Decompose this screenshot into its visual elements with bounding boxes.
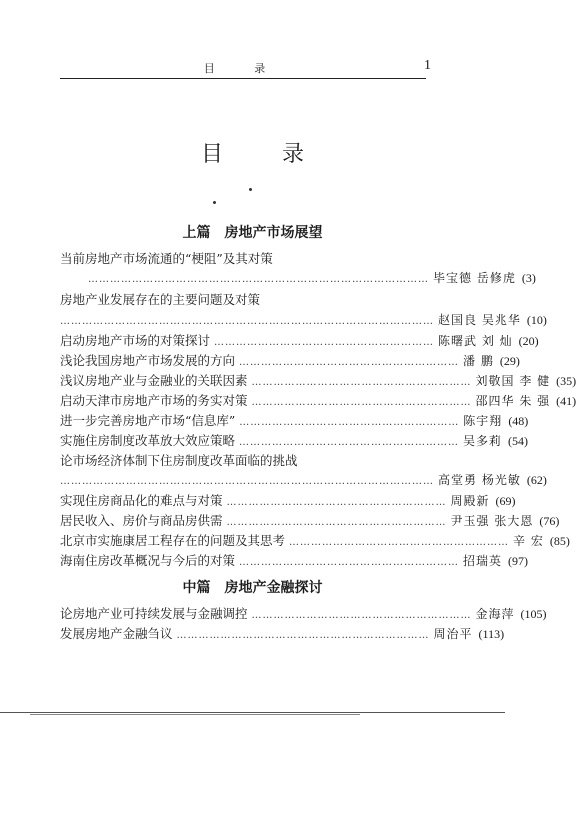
header-rule bbox=[60, 78, 426, 79]
toc-entry-title-line bbox=[60, 451, 430, 469]
toc-page: (62) bbox=[526, 473, 547, 487]
toc-page: (3) bbox=[521, 271, 536, 285]
dot-leader: …………………………………………………… bbox=[251, 377, 472, 388]
speck-mark bbox=[249, 188, 252, 191]
dot-leader: ………………………………………………………………………………………… bbox=[60, 316, 434, 327]
toc-page: (35) bbox=[556, 374, 576, 388]
section-title: 房地产市场展望 bbox=[224, 225, 323, 241]
toc-entry bbox=[60, 471, 547, 489]
toc-author: 金海萍 bbox=[475, 607, 515, 621]
toc-author: 辛 宏 bbox=[513, 534, 544, 548]
toc-entry bbox=[60, 604, 547, 622]
toc-entry bbox=[60, 511, 560, 529]
toc-entry bbox=[60, 551, 529, 569]
toc-page: (76) bbox=[539, 514, 560, 528]
toc-author: 吴多莉 bbox=[463, 434, 503, 448]
toc-entry-title: 浅论我国房地产市场发展的方向 bbox=[60, 353, 236, 368]
dot-leader: …………………………………………………………… bbox=[176, 630, 430, 641]
toc-page: (29) bbox=[499, 354, 520, 368]
toc-entry-title: 海南住房改革概况与今后的对策 bbox=[60, 553, 236, 568]
toc-entry bbox=[60, 351, 520, 369]
toc-entry-title: 启动房地产市场的对策探讨 bbox=[60, 333, 211, 348]
dot-leader: …………………………………………………… bbox=[239, 437, 460, 448]
page-edge-rule bbox=[0, 712, 505, 713]
toc-entry bbox=[60, 371, 576, 389]
toc-entry bbox=[60, 311, 547, 329]
toc-entry bbox=[60, 624, 505, 642]
toc-author: 周治平 bbox=[433, 627, 473, 641]
running-head bbox=[62, 58, 431, 76]
dot-leader: …………………………………………………… bbox=[239, 417, 460, 428]
toc-author: 高堂勇 杨光敏 bbox=[438, 473, 521, 487]
dot-leader: …………………………………………………… bbox=[239, 357, 460, 368]
toc-entry-title: 居民收入、房价与商品房供需 bbox=[60, 513, 223, 528]
toc-entry-title: 浅议房地产业与金融业的关联因素 bbox=[60, 373, 248, 388]
dot-leader: …………………………………………………… bbox=[251, 397, 472, 408]
dot-leader: …………………………………………………… bbox=[289, 537, 510, 548]
toc-entry bbox=[60, 391, 576, 409]
toc-author: 周殿新 bbox=[450, 494, 490, 508]
toc-page: (105) bbox=[520, 607, 547, 621]
toc-page: (41) bbox=[556, 394, 576, 408]
dot-leader: …………………………………………………… bbox=[226, 497, 447, 508]
dot-leader: …………………………………………………… bbox=[239, 557, 460, 568]
dot-leader: …………………………………………………… bbox=[226, 517, 447, 528]
page-title: 目 录 bbox=[201, 142, 330, 167]
toc-author: 赵国良 吴兆华 bbox=[438, 313, 521, 327]
section-heading-part-two bbox=[0, 577, 505, 597]
toc-entry-title: 论房地产业可持续发展与金融调控 bbox=[60, 606, 248, 621]
toc-entry-title: 实现住房商品化的难点与对策 bbox=[60, 493, 223, 508]
dot-leader: ………………………………………………………………………………… bbox=[88, 274, 429, 285]
toc-page: (10) bbox=[526, 313, 547, 327]
toc-entry-title: 北京市实施康居工程存在的问题及其思考 bbox=[60, 533, 286, 548]
toc-entry-title: 房地产业发展存在的主要问题及对策 bbox=[60, 292, 261, 307]
toc-entry bbox=[60, 531, 570, 549]
toc-author: 尹玉强 张大恩 bbox=[450, 514, 534, 528]
toc-entry bbox=[60, 269, 536, 287]
toc-entry-title: 进一步完善房地产市场“信息库” bbox=[60, 413, 236, 428]
toc-entry-title: 实施住房制度改革放大效应策略 bbox=[60, 433, 236, 448]
section-lead: 上篇 bbox=[182, 225, 211, 241]
toc-page: (69) bbox=[495, 494, 516, 508]
toc-author: 潘 鹏 bbox=[463, 354, 494, 368]
toc-author: 招瑞英 bbox=[463, 554, 503, 568]
toc-page: (54) bbox=[508, 434, 529, 448]
toc-page: (20) bbox=[518, 334, 539, 348]
section-heading-part-one bbox=[0, 222, 505, 242]
toc-author: 陈曙武 刘 灿 bbox=[438, 334, 513, 348]
toc-author: 陈宇翔 bbox=[463, 414, 503, 428]
section-title: 房地产金融探讨 bbox=[224, 580, 323, 596]
toc-entry-title: 启动天津市房地产市场的务实对策 bbox=[60, 393, 248, 408]
dot-leader: …………………………………………………… bbox=[214, 337, 435, 348]
toc-page: (48) bbox=[508, 414, 529, 428]
section-lead: 中篇 bbox=[182, 580, 211, 596]
dot-leader: ………………………………………………………………………………………… bbox=[60, 476, 434, 487]
page-number: 1 bbox=[424, 58, 431, 73]
toc-page: (97) bbox=[508, 554, 529, 568]
toc-author: 刘敬国 李 健 bbox=[475, 374, 551, 388]
toc-entry bbox=[60, 491, 516, 509]
toc-entry bbox=[60, 331, 539, 349]
toc-entry-title: 论市场经济体制下住房制度改革面临的挑战 bbox=[60, 453, 298, 468]
toc-entry-title-line bbox=[60, 249, 430, 267]
dot-leader: …………………………………………………… bbox=[251, 610, 472, 621]
toc-author: 毕宝德 岳修虎 bbox=[433, 271, 516, 285]
toc-page: (85) bbox=[549, 534, 570, 548]
toc-author: 邵四华 朱 强 bbox=[475, 394, 551, 408]
running-head-title: 目 录 bbox=[203, 62, 284, 75]
speck-mark bbox=[213, 201, 216, 204]
toc-page: (113) bbox=[478, 627, 505, 641]
toc-entry bbox=[60, 431, 529, 449]
toc-entry-title: 发展房地产金融刍议 bbox=[60, 626, 173, 641]
page-edge-rule bbox=[30, 714, 360, 715]
toc-entry-title: 当前房地产市场流通的“梗阻”及其对策 bbox=[60, 251, 273, 266]
toc-entry bbox=[60, 411, 529, 429]
toc-entry-title-line bbox=[60, 290, 430, 308]
